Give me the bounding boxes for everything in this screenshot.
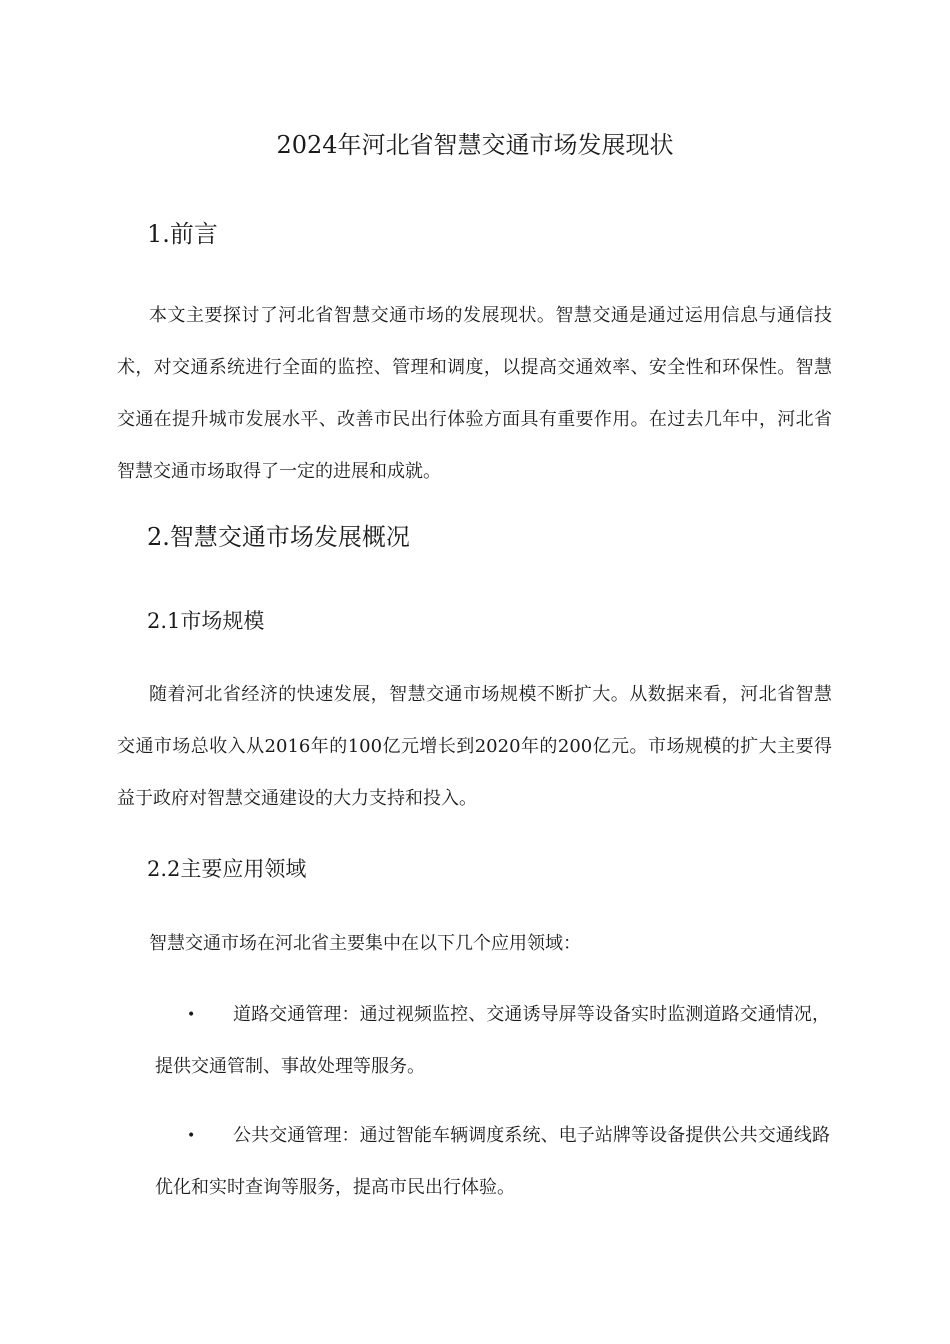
bullet-marker: • [187,1128,196,1144]
section-heading-overview: 2.智慧交通市场发展概况 [147,523,410,551]
list-item [155,1110,830,1214]
application-areas-intro: 智慧交通市场在河北省主要集中在以下几个应用领域： [149,933,581,954]
subsection-heading-market-size: 2.1市场规模 [147,609,265,633]
section-heading-preface: 1.前言 [147,220,218,248]
list-item-text: 道路交通管理：通过视频监控、交通诱导屏等设备实时监测道路交通情况，提供交通管制、事故处理等服务。 [155,1004,830,1077]
market-size-paragraph: 随着河北省经济的快速发展，智慧交通市场规模不断扩大。从数据来看，河北省智慧交通市场总收入从2016年的100亿元增长到2020年的200亿元。市场规模的扩大主要得益于政府对智慧交通建设的大力支持和投入。 [117,684,832,809]
subsection-heading-application-areas: 2.2主要应用领域 [147,857,307,881]
bullet-marker: • [187,1007,196,1023]
preface-paragraph: 本文主要探讨了河北省智慧交通市场的发展现状。智慧交通是通过运用信息与通信技术，对交通系统进行全面的监控、管理和调度，以提高交通效率、安全性和环保性。智慧交通在提升城市发展水平、改善市民出行体验方面具有重要作用。在过去几年中，河北省智慧交通市场取得了一定的进展和成就。 [117,305,832,482]
list-item-text: 公共交通管理：通过智能车辆调度系统、电子站牌等设备提供公共交通线路优化和实时查询等服务，提高市民出行体验。 [155,1125,830,1198]
document-title: 2024年河北省智慧交通市场发展现状 [276,131,674,159]
list-item [155,989,830,1093]
